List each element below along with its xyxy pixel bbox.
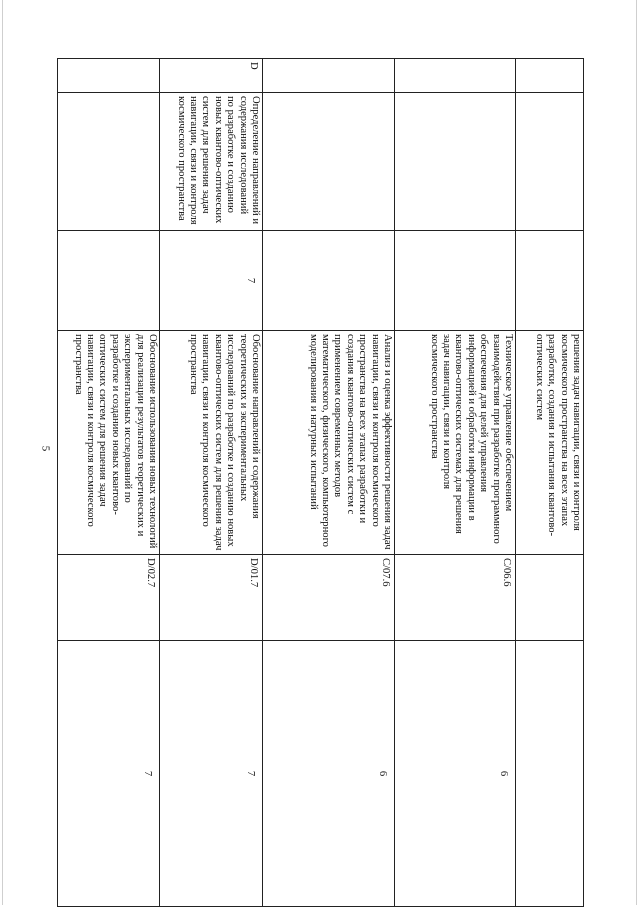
table-row bbox=[263, 59, 395, 907]
table-row bbox=[160, 59, 263, 907]
task-code-cell: C/07.6 bbox=[263, 555, 395, 641]
function-name-cell bbox=[263, 93, 395, 231]
task-name-cell: Обоснование направлений и содержания теоретических и экспериментальных исследований по разработке и созданию новых квантово-оптических систем для решения задач навигации, связи и контроля космического пространства bbox=[160, 331, 263, 555]
function-code-cell bbox=[516, 59, 584, 93]
task-code-cell bbox=[516, 555, 584, 641]
function-code-cell bbox=[263, 59, 395, 93]
function-level-cell bbox=[395, 231, 516, 331]
task-level-cell: 6 bbox=[395, 641, 516, 907]
task-level-cell: 7 bbox=[160, 641, 263, 907]
function-code-cell bbox=[395, 59, 516, 93]
function-level-cell bbox=[263, 231, 395, 331]
task-level-cell bbox=[516, 641, 584, 907]
task-name-cell: решения задач навигации, связи и контроля космического пространства на всех этапах разработки, создания и испытания квантово-оптических систем bbox=[516, 331, 584, 555]
function-level-cell: 7 bbox=[160, 231, 263, 331]
function-code-cell: D bbox=[160, 59, 263, 93]
page-edge-left bbox=[2, 0, 3, 905]
table-row bbox=[395, 59, 516, 907]
function-name-cell: Определение направлений и содержания исследований по разработке и созданию новых квантово-оптических систем для решения задач навигации, связи и контроля космического пространства bbox=[160, 93, 263, 231]
task-name-cell: Обоснование использования новых технологий для реализации результатов теоретических и экспериментальных исследований по разработке и созданию новых квантово-оптических систем для решения задач навигации, связи и контроля космического пространства bbox=[58, 331, 160, 555]
table-row bbox=[58, 59, 160, 907]
task-code-cell: D/02.7 bbox=[58, 555, 160, 641]
function-level-cell bbox=[516, 231, 584, 331]
functions-table bbox=[57, 58, 584, 907]
task-code-cell: C/06.6 bbox=[395, 555, 516, 641]
function-level-cell bbox=[58, 231, 160, 331]
task-level-cell: 6 bbox=[263, 641, 395, 907]
task-level-cell: 7 bbox=[58, 641, 160, 907]
table-row bbox=[516, 59, 584, 907]
function-name-cell bbox=[58, 93, 160, 231]
page-number: 5 bbox=[39, 445, 52, 452]
function-code-cell bbox=[58, 59, 160, 93]
task-name-cell: Анализ и оценка эффективности решения задач навигации, связи и контроля космического пространства на всех этапах разработки и создания квантово-оптических систем с применением современных методов математического, физического, компьютерного моделирования и натурных испытаний bbox=[263, 331, 395, 555]
task-name-cell: Техническое управление обеспечением взаимодействия при разработке программного обеспечения для целей управления информацией и обработки информации в квантово-оптических системах для решения задач навигации, связи и контроля космического пространства bbox=[395, 331, 516, 555]
function-name-cell bbox=[395, 93, 516, 231]
page-edge-right bbox=[636, 0, 637, 905]
rotated-table-wrapper bbox=[58, 58, 584, 906]
function-name-cell bbox=[516, 93, 584, 231]
task-code-cell: D/01.7 bbox=[160, 555, 263, 641]
